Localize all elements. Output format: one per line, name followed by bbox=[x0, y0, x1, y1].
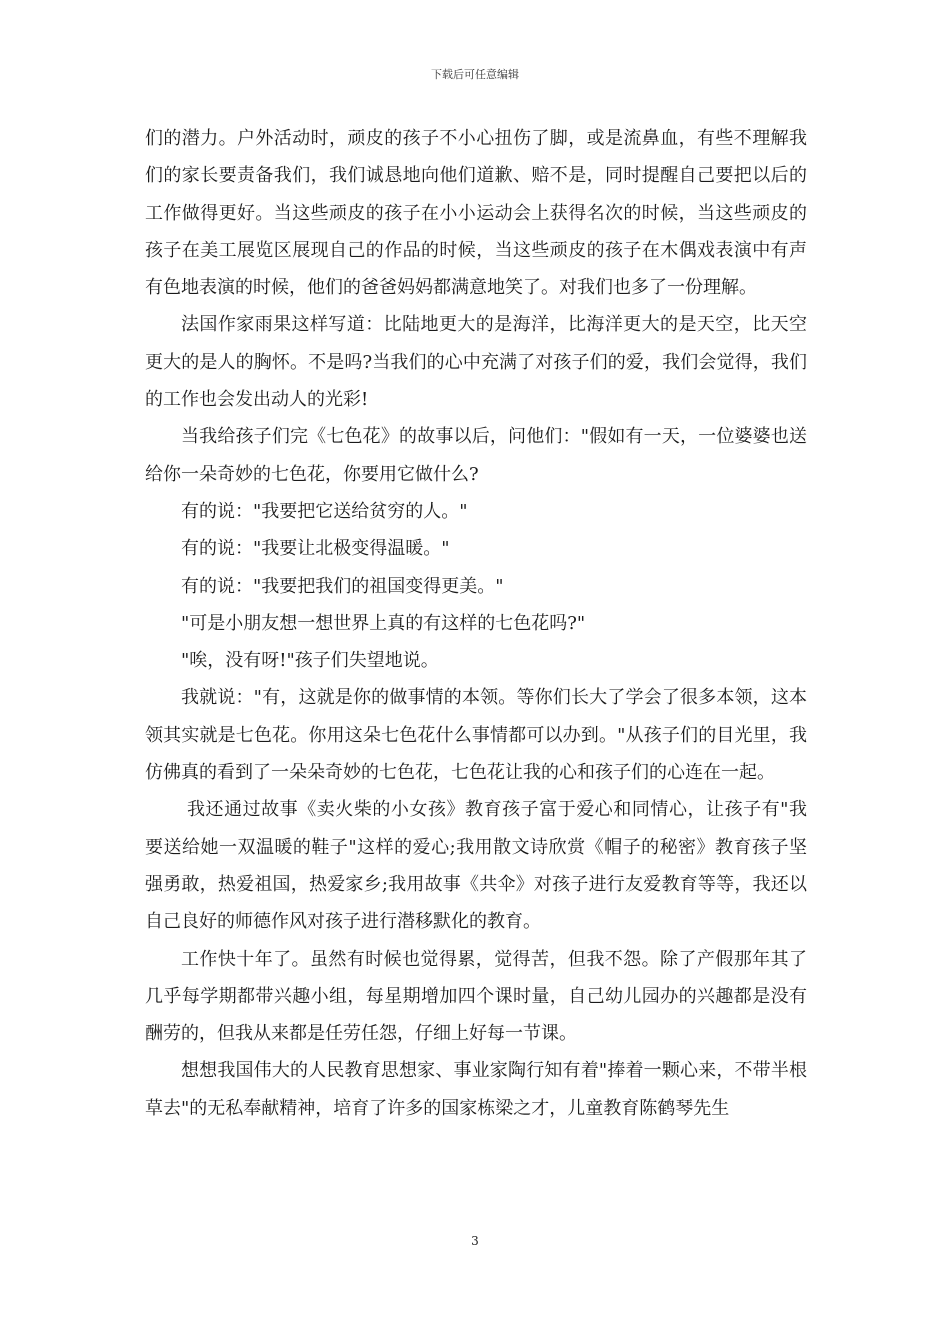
paragraph: 法国作家雨果这样写道：比陆地更大的是海洋，比海洋更大的是天空，比天空更大的是人的胸怀。不是吗?当我们的心中充满了对孩子们的爱，我们会觉得，我们的工作也会发出动人的光彩! bbox=[145, 314, 807, 411]
paragraph: 工作快十年了。虽然有时候也觉得累，觉得苦，但我不怨。除了产假那年其了几乎每学期都带兴趣小组，每星期增加四个课时量，自己幼儿园办的兴趣都是没有酬劳的，但我从来都是任劳任怨，仔细上好每一节课。 bbox=[145, 948, 807, 1045]
paragraph: "唉，没有呀!"孩子们失望地说。 bbox=[181, 650, 439, 672]
paragraph: 们的潜力。户外活动时，顽皮的孩子不小心扭伤了脚，或是流鼻血，有些不理解我们的家长要责备我们，我们诚恳地向他们道歉、赔不是，同时提醒自己要把以后的工作做得更好。当这些顽皮的孩子在小小运动会上获得名次的时候，当这些顽皮的孩子在美工展览区展现自己的作品的时候，当这些顽皮的孩子在木偶戏表演中有声有色地表演的时候，他们的爸爸妈妈都满意地笑了。对我们也多了一份理解。 bbox=[145, 128, 807, 299]
paragraph: 有的说："我要把我们的祖国变得更美。" bbox=[181, 575, 504, 597]
page-header: 下载后可任意编辑 bbox=[431, 68, 519, 81]
paragraph: 当我给孩子们完《七色花》的故事以后，问他们："假如有一天，一位婆婆也送给你一朵奇妙的七色花，你要用它做什么? bbox=[145, 426, 807, 485]
paragraph: 我还通过故事《卖火柴的小女孩》教育孩子富于爱心和同情心，让孩子有"我要送给她一双温暖的鞋子"这样的爱心;我用散文诗欣赏《帽子的秘密》教育孩子坚强勇敢，热爱祖国，热爱家乡;我用故事《共伞》对孩子进行友爱教育等等，我还以自己良好的师德作风对孩子进行潜移默化的教育。 bbox=[145, 799, 807, 933]
paragraph: 有的说："我要让北极变得温暖。" bbox=[181, 538, 450, 560]
page-number: 3 bbox=[471, 1234, 479, 1248]
paragraph: 我就说："有，这就是你的做事情的本领。等你们长大了学会了很多本领，这本领其实就是七色花。你用这朵七色花什么事情都可以办到。"从孩子们的目光里，我仿佛真的看到了一朵朵奇妙的七色花，七色花让我的心和孩子们的心连在一起。 bbox=[145, 687, 807, 784]
paragraph: "可是小朋友想一想世界上真的有这样的七色花吗?" bbox=[181, 612, 586, 634]
paragraph: 有的说："我要把它送给贫穷的人。" bbox=[181, 500, 468, 522]
document-body bbox=[145, 120, 807, 1127]
paragraph: 想想我国伟大的人民教育思想家、事业家陶行知有着"捧着一颗心来，不带半根草去"的无私奉献精神，培育了许多的国家栋梁之才，儿童教育陈鹤琴先生 bbox=[145, 1060, 807, 1119]
